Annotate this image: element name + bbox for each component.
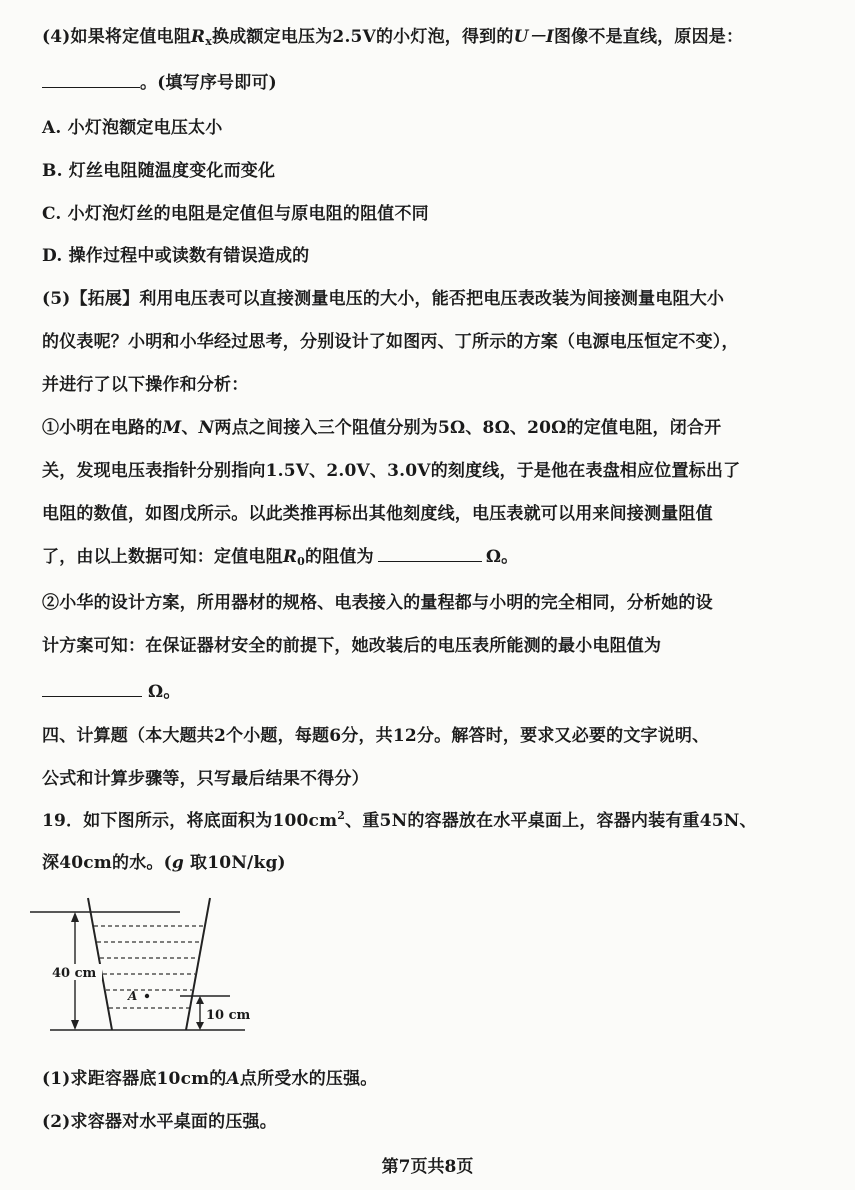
q4-answer-line [42, 68, 277, 93]
container-figure [30, 890, 300, 1040]
q4-option-b: B. 灯丝电阻随温度变化而变化 [42, 161, 276, 181]
q4-r-symbol: R [190, 27, 206, 47]
point-a-dot [145, 994, 149, 998]
point-a-label: A [128, 989, 138, 1003]
q5-p2-unit: Ω。 [148, 682, 181, 702]
q5-point-n: N [198, 418, 215, 438]
q5-p1-a: ①小明在电路的 [42, 418, 163, 438]
q4-stem-c: 图像不是直线，原因是： [553, 27, 744, 47]
section4-line2: 公式和计算步骤等，只写最后结果不得分） [42, 769, 369, 789]
q4-stem [42, 22, 743, 48]
depth-arrow-bottom-icon [71, 1020, 79, 1030]
height-arrow-bottom-icon [196, 1022, 204, 1030]
height-label: 10 cm [206, 1008, 251, 1023]
q4-stem-b: 换成额定电压为2.5V的小灯泡，得到的 [212, 27, 514, 47]
q5-r0-answer-blank[interactable] [378, 543, 482, 562]
q19-sub1-point: A [226, 1069, 240, 1089]
height-arrow-top-icon [196, 996, 204, 1004]
q19-line2b: 取10N/kg) [183, 853, 286, 873]
q5-p1-line3: 电阻的数值，如图戊所示。以此类推再标出其他刻度线，电压表就可以用来间接测量阻值 [42, 504, 713, 524]
q4-stem-a: (4)如果将定值电阻 [42, 27, 191, 47]
q5-p1-line4b: 的阻值为 [305, 547, 374, 567]
q19-sup: 2 [337, 809, 346, 822]
q19-g-symbol: g [171, 853, 184, 873]
q19-line1 [42, 806, 757, 831]
q4-option-d: D. 操作过程中或读数有错误造成的 [42, 246, 310, 266]
q19-sub1 [42, 1064, 378, 1089]
q5-p1-b: 两点之间接入三个阻值分别为5Ω、8Ω、20Ω的定值电阻，闭合开 [214, 418, 722, 438]
q19-line2 [42, 848, 286, 873]
q5-p2-line1: ②小华的设计方案，所用器材的规格、电表接入的量程都与小明的完全相同，分析她的设 [42, 593, 713, 613]
q19-sub1-a: (1)求距容器底10cm的 [42, 1069, 227, 1089]
section4-line1: 四、计算题（本大题共2个小题，每题6分，共12分。解答时，要求又必要的文字说明、 [42, 726, 710, 746]
q19-sub1-b: 点所受水的压强。 [239, 1069, 378, 1089]
page-footer: 第7页共8页 [381, 1157, 474, 1177]
q5-p1-line4a: 了，由以上数据可知：定值电阻 [42, 547, 283, 567]
q4-r-sub: x [205, 35, 213, 48]
q19-sub2: (2)求容器对水平桌面的压强。 [42, 1112, 277, 1132]
q5-r0-symbol: R [282, 547, 298, 567]
q5-sep: 、 [181, 418, 199, 438]
q4-answer-blank[interactable] [42, 69, 140, 88]
q19-line2a: 深40cm的水。( [42, 853, 172, 873]
q5-p1-line4 [42, 542, 518, 568]
q5-line3: 并进行了以下操作和分析： [42, 375, 249, 395]
q5-line2: 的仪表呢？小明和小华经过思考，分别设计了如图丙、丁所示的方案（电源电压恒定不变）， [42, 332, 739, 352]
depth-arrow-top-icon [71, 912, 79, 922]
depth-label: 40 cm [52, 966, 97, 981]
q4-fill-hint: 。(填写序号即可) [140, 73, 277, 93]
q4-ui: U－I [513, 27, 554, 47]
q5-p1-line1 [42, 413, 721, 438]
q5-p2-line3 [42, 677, 181, 702]
q5-p1-line2: 关，发现电压表指针分别指向1.5V、2.0V、3.0V的刻度线，于是他在表盘相应位置标出了 [42, 461, 741, 481]
q19-line1a: 19．如下图所示，将底面积为100cm [42, 811, 338, 831]
q5-point-m: M [162, 418, 182, 438]
q5-r0-sub: 0 [297, 555, 305, 568]
q5-p1-unit: Ω。 [485, 547, 519, 567]
q5-min-r-answer-blank[interactable] [42, 678, 142, 697]
q19-line1b: 、重5N的容器放在水平桌面上，容器内装有重45N、 [345, 811, 757, 831]
q5-p2-line2: 计方案可知：在保证器材安全的前提下，她改装后的电压表所能测的最小电阻值为 [42, 636, 662, 656]
q4-option-a: A. 小灯泡额定电压太小 [42, 118, 223, 138]
q4-option-c: C. 小灯泡灯丝的电阻是定值但与原电阻的阻值不同 [42, 204, 429, 224]
q5-line1: (5)【拓展】利用电压表可以直接测量电压的大小，能否把电压表改装为间接测量电阻大小 [42, 289, 725, 309]
